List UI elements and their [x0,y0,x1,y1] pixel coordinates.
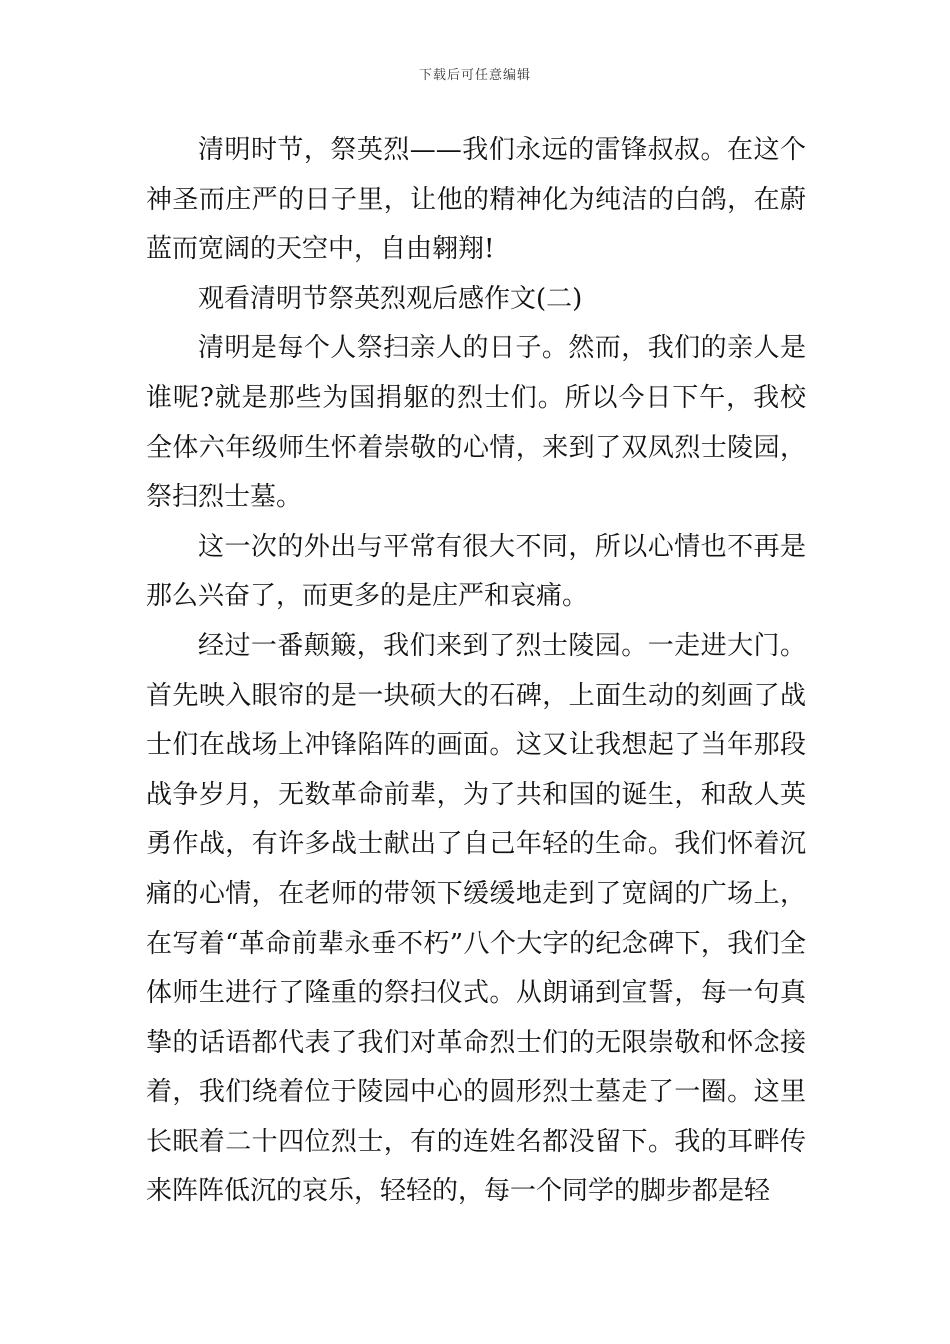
paragraph-intro: 清明是每个人祭扫亲人的日子。然而，我们的亲人是谁呢?就是那些为国捐躯的烈士们。所以今日下午，我校全体六年级师生怀着崇敬的心情，来到了双凤烈士陵园，祭扫烈士墓。 [146,333,806,513]
page-header: 下载后可任意编辑 [418,68,531,83]
paragraph-visit: 经过一番颠簸，我们来到了烈士陵园。一走进大门。首先映入眼帘的是一块硕大的石碑，上面生动的刻画了战士们在战场上冲锋陷阵的画面。这又让我想起了当年那段战争岁月，无数革命前辈，为了共和国的诞生，和敌人英勇作战，有许多战士献出了自己年轻的生命。我们怀着沉痛的心情，在老师的带领下缓缓地走到了宽阔的广场上，在写着“革命前辈永垂不朽”八个大字的纪念碑下，我们全体师生进行了隆重的祭扫仪式。从朗诵到宣誓，每一句真挚的话语都代表了我们对革命烈士们的无限崇敬和怀念接着，我们绕着位于陵园中心的圆形烈士墓走了一圈。这里长眠着二十四位烈士，有的连姓名都没留下。我的耳畔传来阵阵低沉的哀乐，轻轻的，每一个同学的脚步都是轻 [146,630,806,1207]
document-body [146,126,806,1217]
paragraph-mood: 这一次的外出与平常有很大不同，所以心情也不再是那么兴奋了，而更多的是庄严和哀痛。 [146,531,806,612]
paragraph-closing-tribute: 清明时节，祭英烈——我们永远的雷锋叔叔。在这个神圣而庄严的日子里，让他的精神化为纯洁的白鸽，在蔚蓝而宽阔的天空中，自由翱翔! [146,135,806,265]
section-title: 观看清明节祭英烈观后感作文(二) [198,283,583,314]
